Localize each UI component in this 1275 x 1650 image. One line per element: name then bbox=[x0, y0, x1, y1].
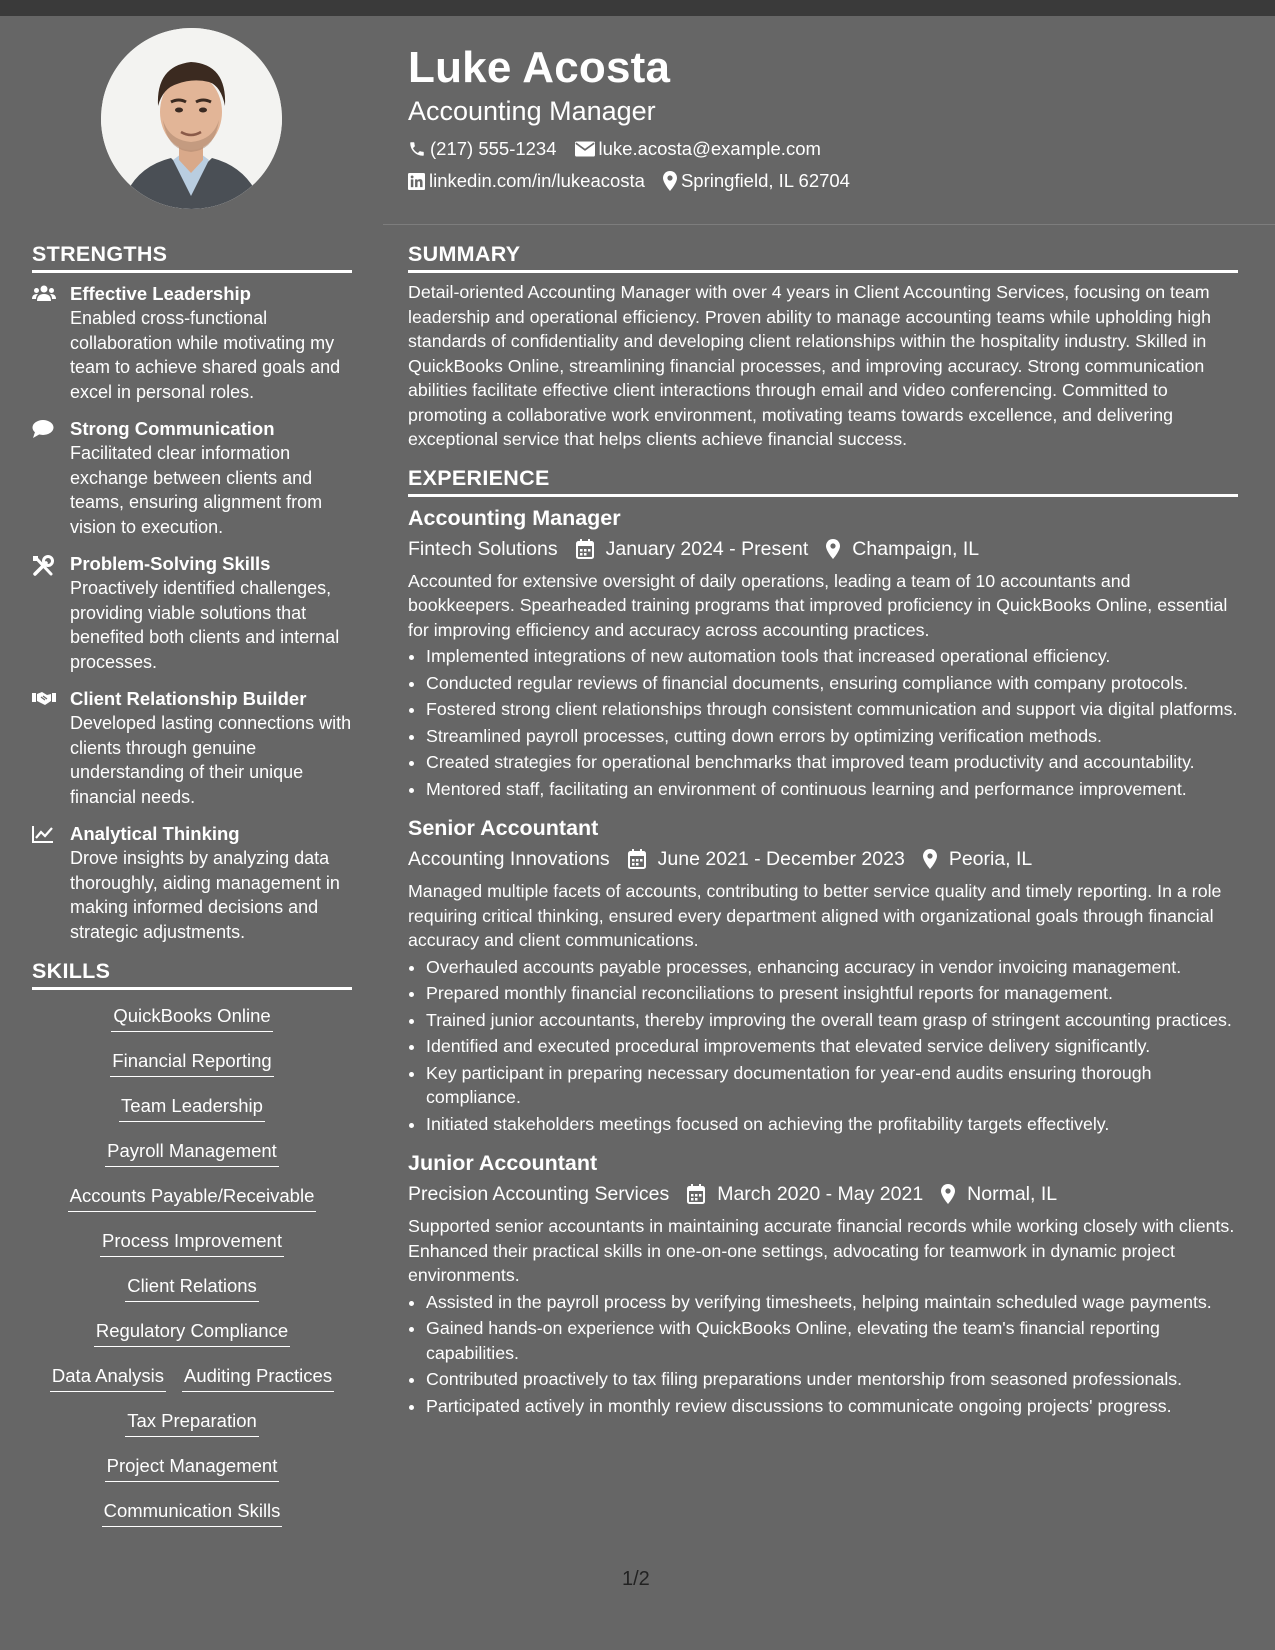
map-pin-icon bbox=[826, 539, 840, 559]
email-contact[interactable] bbox=[575, 137, 821, 161]
bullet-item: • Participated actively in monthly review discussions to communicate ongoing projects' progress. bbox=[426, 1394, 1238, 1419]
strength-item bbox=[32, 687, 352, 809]
skill-tag: Payroll Management bbox=[105, 1139, 279, 1167]
resume-header bbox=[408, 42, 1238, 193]
job-entry bbox=[408, 503, 1238, 802]
contact-row-1 bbox=[408, 137, 1238, 161]
phone-text: (217) 555-1234 bbox=[430, 138, 557, 159]
bullet-item: • Streamlined payroll processes, cutting down errors by optimizing verification methods. bbox=[426, 724, 1238, 749]
skill-tag: Client Relations bbox=[125, 1274, 259, 1302]
bullet-item: • Created strategies for operational benchmarks that improved team productivity and accountability. bbox=[426, 750, 1238, 775]
bullet-item: • Overhauled accounts payable processes, enhancing accuracy in vendor invoicing management. bbox=[426, 955, 1238, 980]
bullet-item: • Prepared monthly financial reconciliations to present insightful reports for management. bbox=[426, 981, 1238, 1006]
job-entry bbox=[408, 813, 1238, 1136]
bullet-item: • Implemented integrations of new automation tools that increased operational efficiency. bbox=[426, 644, 1238, 669]
strength-title: Analytical Thinking bbox=[70, 823, 240, 844]
strength-title: Client Relationship Builder bbox=[70, 688, 307, 709]
strength-title: Problem-Solving Skills bbox=[70, 553, 271, 574]
bullet-item: • Fostered strong client relationships through consistent communication and support via digital platforms. bbox=[426, 697, 1238, 722]
map-pin-icon bbox=[663, 171, 677, 191]
calendar-icon bbox=[628, 849, 646, 869]
bullet-item: • Key participant in preparing necessary documentation for year-end audits ensuring thorough compliance. bbox=[426, 1061, 1238, 1110]
line-chart-icon bbox=[32, 825, 54, 843]
header-divider bbox=[383, 224, 1275, 225]
strength-description: Enabled cross-functional collaboration while motivating my team to achieve shared goals and excel in personal roles. bbox=[70, 308, 341, 402]
calendar-icon bbox=[576, 539, 594, 559]
bullet-item: • Mentored staff, facilitating an environment of continuous learning and performance improvement. bbox=[426, 777, 1238, 802]
skills-heading: SKILLS bbox=[32, 957, 352, 990]
job-bullets bbox=[408, 955, 1238, 1137]
map-pin-icon bbox=[923, 849, 937, 869]
job-title: Senior Accountant bbox=[408, 816, 599, 840]
strength-title: Strong Communication bbox=[70, 418, 275, 439]
top-bar bbox=[0, 0, 1275, 16]
right-column bbox=[408, 240, 1238, 1420]
strength-item bbox=[32, 282, 352, 404]
bullet-item: • Identified and executed procedural improvements that elevated service delivery significantly. bbox=[426, 1034, 1238, 1059]
summary-text: Detail-oriented Accounting Manager with over 4 years in Client Accounting Services, focusing on team leadership and operational efficiency. Proven ability to manage accounting teams while upholding high standards of confidentiality and developing client relationships within the hospitality industry. Skilled in QuickBooks Online, streamlining financial processes, and improving accuracy. Strong communication abilities facilitate effective client interactions through email and video conferencing. Committed to promoting a collaborative work environment, motivating teams towards excellence, and delivering exceptional service that helps clients achieve financial success. bbox=[408, 282, 1211, 449]
strength-description: Proactively identified challenges, providing viable solutions that benefited both clients and internal processes. bbox=[70, 578, 340, 672]
page-number: 1/2 bbox=[622, 1568, 650, 1590]
strengths-list bbox=[32, 282, 352, 944]
skill-tag: Tax Preparation bbox=[125, 1409, 259, 1437]
job-bullets bbox=[408, 1290, 1238, 1419]
strengths-heading: STRENGTHS bbox=[32, 240, 352, 273]
candidate-title: Accounting Manager bbox=[408, 96, 656, 126]
strength-item bbox=[32, 822, 352, 944]
job-bullets bbox=[408, 644, 1238, 801]
skill-tag: Project Management bbox=[105, 1454, 280, 1482]
job-dates: March 2020 - May 2021 bbox=[717, 1183, 924, 1205]
bullet-item: • Gained hands-on experience with QuickBooks Online, elevating the team's financial reporting capabilities. bbox=[426, 1316, 1238, 1365]
location-text: Springfield, IL 62704 bbox=[680, 170, 850, 191]
map-pin-icon bbox=[941, 1184, 955, 1204]
strength-item bbox=[32, 552, 352, 674]
strength-description: Facilitated clear information exchange between clients and teams, ensuring alignment from vision to execution. bbox=[70, 443, 323, 537]
job-description: Managed multiple facets of accounts, contributing to better service quality and timely reporting. In a role requiring critical thinking, ensured every department aligned with organizational goals through financial accuracy and client communications. bbox=[408, 881, 1222, 950]
company-name: Precision Accounting Services bbox=[408, 1183, 670, 1205]
job-location: Champaign, IL bbox=[852, 537, 980, 560]
bullet-item: • Initiated stakeholders meetings focused on achieving the profitability targets effectively. bbox=[426, 1112, 1238, 1137]
job-meta bbox=[408, 1180, 1238, 1208]
linkedin-icon bbox=[408, 173, 425, 190]
bullet-item: • Trained junior accountants, thereby improving the overall team grasp of stringent accounting practices. bbox=[426, 1008, 1238, 1033]
skill-tag: Team Leadership bbox=[119, 1094, 265, 1122]
job-meta bbox=[408, 845, 1238, 873]
job-description: Supported senior accountants in maintaining accurate financial records while working closely with clients. Enhanced their practical skills in one-on-one settings, advocating for teamwork in dynamic project environments. bbox=[408, 1216, 1235, 1285]
skill-tag: Auditing Practices bbox=[182, 1364, 334, 1392]
strength-description: Drove insights by analyzing data thoroughly, aiding management in making informed decisions and strategic adjustments. bbox=[70, 848, 340, 942]
location-contact bbox=[663, 169, 850, 193]
skills-list bbox=[32, 1004, 352, 1544]
job-entry bbox=[408, 1148, 1238, 1418]
strength-description: Developed lasting connections with clients through genuine understanding of their unique financial needs. bbox=[70, 713, 352, 807]
tools-icon bbox=[32, 555, 54, 577]
job-description: Accounted for extensive oversight of daily operations, leading a team of 10 accountants and bookkeepers. Spearheaded training programs that improved proficiency in QuickBooks Online, essential for improving efficiency and accuracy across accounting practices. bbox=[408, 570, 1228, 640]
bullet-item: • Conducted regular reviews of financial documents, ensuring compliance with company protocols. bbox=[426, 671, 1238, 696]
speech-bubble-icon bbox=[32, 420, 54, 438]
job-location: Normal, IL bbox=[967, 1183, 1058, 1205]
company-name: Accounting Innovations bbox=[408, 848, 610, 870]
skill-tag: Communication Skills bbox=[102, 1499, 283, 1527]
experience-heading: EXPERIENCE bbox=[408, 464, 1238, 497]
phone-contact[interactable] bbox=[408, 137, 557, 161]
skill-tag: Regulatory Compliance bbox=[94, 1319, 290, 1347]
candidate-name: Luke Acosta bbox=[408, 43, 671, 92]
skill-tag: Accounts Payable/Receivable bbox=[68, 1184, 317, 1212]
linkedin-text: linkedin.com/in/lukeacosta bbox=[429, 170, 645, 191]
handshake-icon bbox=[32, 690, 56, 706]
job-dates: June 2021 - December 2023 bbox=[657, 848, 905, 870]
strength-item bbox=[32, 417, 352, 539]
skill-tag: Data Analysis bbox=[50, 1364, 166, 1392]
left-column bbox=[32, 240, 352, 1544]
job-title: Accounting Manager bbox=[408, 505, 621, 530]
calendar-icon bbox=[687, 1184, 705, 1204]
bullet-item: • Assisted in the payroll process by verifying timesheets, helping maintain scheduled wage payments. bbox=[426, 1290, 1238, 1315]
profile-photo bbox=[101, 28, 282, 209]
job-title: Junior Accountant bbox=[408, 1151, 598, 1175]
phone-icon bbox=[408, 140, 426, 158]
email-text: luke.acosta@example.com bbox=[598, 138, 821, 159]
contact-row-2 bbox=[408, 169, 1238, 193]
skill-tag: Financial Reporting bbox=[110, 1049, 273, 1077]
job-meta bbox=[408, 535, 1238, 563]
job-dates: January 2024 - Present bbox=[605, 537, 809, 560]
users-icon bbox=[32, 285, 56, 301]
skill-tag: QuickBooks Online bbox=[111, 1004, 272, 1032]
linkedin-contact[interactable] bbox=[408, 169, 645, 193]
summary-heading: SUMMARY bbox=[408, 240, 1238, 273]
bullet-item: • Contributed proactively to tax filing preparations under mentorship from seasoned professionals. bbox=[426, 1367, 1238, 1392]
company-name: Fintech Solutions bbox=[408, 537, 558, 560]
envelope-icon bbox=[575, 141, 595, 157]
strength-title: Effective Leadership bbox=[70, 283, 251, 304]
job-location: Peoria, IL bbox=[948, 848, 1033, 870]
skill-tag: Process Improvement bbox=[100, 1229, 284, 1257]
